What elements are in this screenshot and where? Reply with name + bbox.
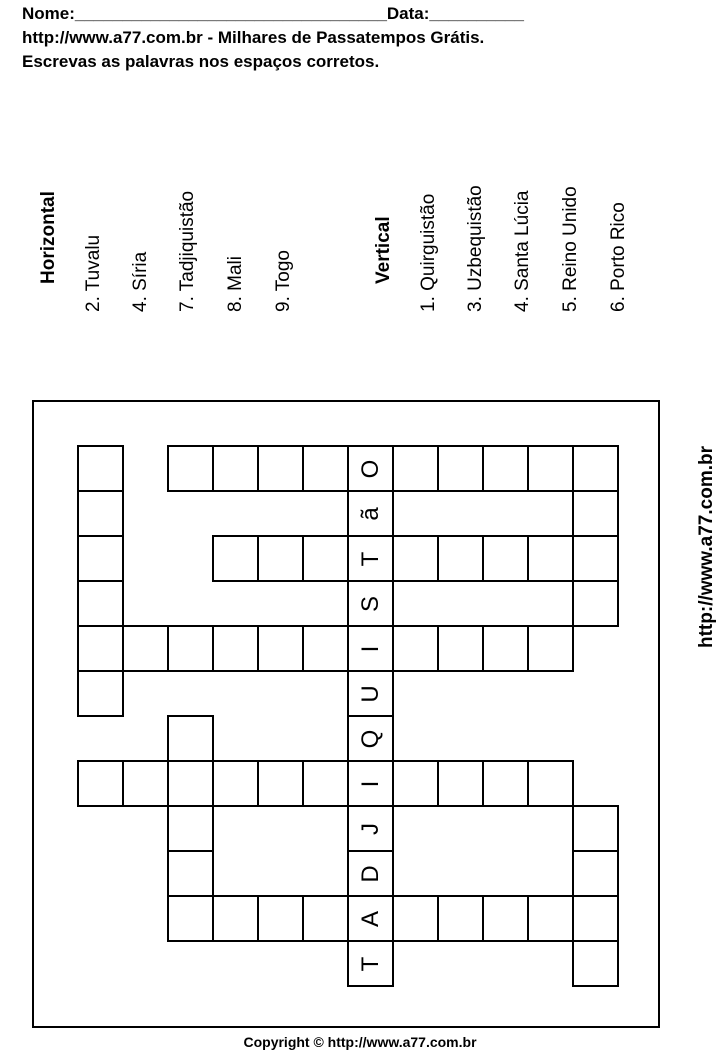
crossword-cell[interactable]: [437, 895, 484, 942]
crossword-cell[interactable]: [167, 850, 214, 897]
crossword-cell[interactable]: [302, 625, 349, 672]
name-date-line: Nome:_________________________________Data:__________: [22, 4, 524, 23]
instructions: Escrevas as palavras nos espaços corretos.: [22, 52, 380, 71]
crossword-cell[interactable]: [347, 670, 394, 717]
horizontal-clue: 8. Mali: [225, 256, 246, 312]
cell-letter: U: [356, 684, 384, 703]
crossword-cell[interactable]: [527, 445, 574, 492]
crossword-cell[interactable]: [572, 490, 619, 537]
crossword-cell[interactable]: [257, 895, 304, 942]
crossword-cell[interactable]: [77, 625, 124, 672]
crossword-cell[interactable]: [347, 760, 394, 807]
crossword-cell[interactable]: [212, 895, 259, 942]
cell-letter: J: [356, 822, 384, 835]
crossword-cell[interactable]: [392, 895, 439, 942]
crossword-cell[interactable]: [437, 625, 484, 672]
horizontal-clue: 9. Togo: [273, 250, 294, 312]
crossword-cell[interactable]: [77, 580, 124, 627]
crossword-cell[interactable]: [347, 580, 394, 627]
crossword-cell[interactable]: [167, 445, 214, 492]
crossword-cell[interactable]: [167, 760, 214, 807]
vertical-clue: 5. Reino Unido: [560, 186, 581, 312]
crossword-cell[interactable]: [77, 445, 124, 492]
crossword-cell[interactable]: [347, 445, 394, 492]
crossword-cell[interactable]: [347, 490, 394, 537]
crossword-cell[interactable]: [527, 760, 574, 807]
crossword-cell[interactable]: [167, 625, 214, 672]
crossword-cell[interactable]: [122, 625, 169, 672]
vertical-clue: 3. Uzbequistão: [465, 185, 486, 312]
crossword-cell[interactable]: [347, 850, 394, 897]
crossword-cell[interactable]: [347, 535, 394, 582]
cell-letter: S: [356, 595, 384, 612]
site-tagline: http://www.a77.com.br - Milhares de Passatempos Grátis.: [22, 28, 485, 47]
crossword-cell[interactable]: [482, 895, 529, 942]
crossword-cell[interactable]: [257, 535, 304, 582]
crossword-cell[interactable]: [167, 715, 214, 762]
crossword-cell[interactable]: [167, 895, 214, 942]
cell-letter: A: [356, 910, 384, 927]
crossword-cell[interactable]: [482, 760, 529, 807]
crossword-cell[interactable]: [302, 760, 349, 807]
crossword-cell[interactable]: [392, 625, 439, 672]
cell-letter: D: [356, 864, 384, 883]
crossword-cell[interactable]: [572, 580, 619, 627]
cell-letter: O: [356, 459, 384, 478]
crossword-cell[interactable]: [212, 535, 259, 582]
crossword-cell[interactable]: [482, 625, 529, 672]
vertical-clue: 1. Quirguistão: [418, 193, 439, 312]
crossword-cell[interactable]: [572, 535, 619, 582]
crossword-cell[interactable]: [572, 895, 619, 942]
crossword-cell[interactable]: [302, 895, 349, 942]
crossword-cell[interactable]: [392, 535, 439, 582]
crossword-cell[interactable]: [392, 760, 439, 807]
cell-letter: T: [356, 551, 384, 566]
side-url: http://www.a77.com.br: [696, 446, 717, 648]
crossword-cell[interactable]: [572, 940, 619, 987]
crossword-cell[interactable]: [212, 445, 259, 492]
crossword-cell[interactable]: [482, 535, 529, 582]
cell-letter: I: [356, 645, 384, 652]
crossword-cell[interactable]: [302, 445, 349, 492]
crossword-cell[interactable]: [302, 535, 349, 582]
horizontal-clue: 2. Tuvalu: [83, 234, 104, 312]
horizontal-clue: 4. Síria: [130, 251, 151, 312]
crossword-cell[interactable]: [257, 625, 304, 672]
cell-letter: I: [356, 780, 384, 787]
crossword-cell[interactable]: [572, 850, 619, 897]
cell-letter: Q: [356, 729, 384, 748]
crossword-cell[interactable]: [527, 535, 574, 582]
crossword-cell[interactable]: [572, 805, 619, 852]
crossword-cell[interactable]: [392, 445, 439, 492]
crossword-cell[interactable]: [77, 670, 124, 717]
crossword-cell[interactable]: [347, 805, 394, 852]
crossword-cell[interactable]: [77, 760, 124, 807]
cell-letter: ã: [356, 506, 384, 521]
crossword-cell[interactable]: [527, 625, 574, 672]
crossword-cell[interactable]: [347, 715, 394, 762]
crossword-cell[interactable]: [347, 625, 394, 672]
horizontal-clue: 7. Tadjiquistão: [177, 190, 198, 312]
horizontal-clues-title: Horizontal: [38, 191, 59, 284]
crossword-cell[interactable]: [77, 490, 124, 537]
crossword-cell[interactable]: [437, 535, 484, 582]
crossword-cell[interactable]: [347, 895, 394, 942]
vertical-clue: 6. Porto Rico: [608, 202, 629, 312]
crossword-cell[interactable]: [122, 760, 169, 807]
vertical-clues-title: Vertical: [373, 216, 394, 284]
crossword-cell[interactable]: [77, 535, 124, 582]
crossword-cell[interactable]: [212, 625, 259, 672]
crossword-cell[interactable]: [212, 760, 259, 807]
crossword-cell[interactable]: [257, 445, 304, 492]
crossword-cell[interactable]: [347, 940, 394, 987]
crossword-cell[interactable]: [167, 805, 214, 852]
crossword-cell[interactable]: [437, 760, 484, 807]
crossword-cell[interactable]: [437, 445, 484, 492]
crossword-cell[interactable]: [572, 445, 619, 492]
crossword-cell[interactable]: [257, 760, 304, 807]
vertical-clue: 4. Santa Lúcia: [512, 190, 533, 312]
crossword-cell[interactable]: [482, 445, 529, 492]
cell-letter: T: [356, 956, 384, 971]
copyright-footer: Copyright © http://www.a77.com.br: [243, 1034, 477, 1050]
crossword-cell[interactable]: [527, 895, 574, 942]
